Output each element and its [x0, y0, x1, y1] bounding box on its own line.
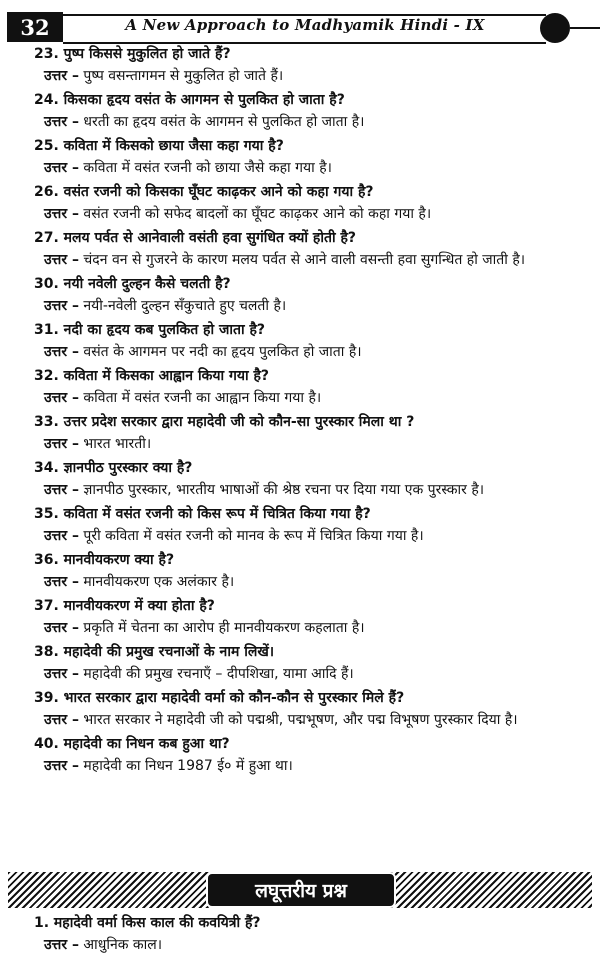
answer-label: उत्तर –: [44, 712, 79, 728]
answer-text: कविता में वसंत रजनी का आह्वान किया गया है।: [83, 390, 322, 406]
answer: [44, 436, 590, 452]
answer-text: पुष्प वसन्तागमन से मुकुलित हो जाते हैं।: [83, 68, 284, 84]
answer: [44, 344, 590, 360]
answer-label: उत्तर –: [44, 252, 79, 268]
answer: [44, 758, 590, 774]
answer-label: उत्तर –: [44, 482, 79, 498]
answer-label: उत्तर –: [44, 390, 79, 406]
answer-text: भारत सरकार ने महादेवी जी को पद्मश्री, पद्मभूषण, और पद्म विभूषण पुरस्कार दिया है।: [83, 712, 518, 728]
question: 30. नयी नवेली दुल्हन कैसे चलती है?: [34, 276, 231, 292]
answer-text: महादेवी का निधन 1987 ई० में हुआ था।: [83, 758, 293, 774]
answer-text: वसंत के आगमन पर नदी का हृदय पुलकित हो जाता है।: [83, 344, 362, 360]
book-title: A New Approach to Madhyamik Hindi - IX: [125, 16, 485, 34]
question: 1. महादेवी वर्मा किस काल की कवयित्री हैं?: [34, 915, 261, 931]
answer: [44, 206, 590, 222]
answer-text: ज्ञानपीठ पुरस्कार, भारतीय भाषाओं की श्रेष्ठ रचना पर दिया गया एक पुरस्कार है।: [83, 482, 485, 498]
answer: [44, 937, 590, 953]
answer-label: उत्तर –: [44, 620, 79, 636]
page-header: [0, 6, 600, 46]
answer: [44, 528, 590, 544]
answer-label: उत्तर –: [44, 937, 79, 953]
answer-text: चंदन वन से गुजरने के कारण मलय पर्वत से आने वाली वसन्ती हवा सुगन्धित हो जाती है।: [83, 252, 526, 268]
answer-text: भारत भारती।: [83, 436, 152, 452]
answer: [44, 666, 590, 682]
question: 33. उत्तर प्रदेश सरकार द्वारा महादेवी जी को कौन-सा पुरस्कार मिला था ?: [34, 414, 415, 430]
answer: [44, 712, 590, 728]
question: 27. मलय पर्वत से आनेवाली वसंती हवा सुगंधित क्यों होती है?: [34, 230, 357, 246]
answer: [44, 574, 590, 590]
question: 38. महादेवी की प्रमुख रचनाओं के नाम लिखें।: [34, 644, 275, 660]
answer-label: उत्तर –: [44, 68, 79, 84]
question: 36. मानवीयकरण क्या है?: [34, 552, 175, 568]
header-dot-line: [570, 27, 600, 29]
header-dot-ornament: [540, 13, 570, 43]
answer-label: उत्तर –: [44, 298, 79, 314]
answer-text: प्रकृति में चेतना का आरोप ही मानवीयकरण कहलाता है।: [83, 620, 365, 636]
answer-text: आधुनिक काल।: [83, 937, 163, 953]
answer-label: उत्तर –: [44, 758, 79, 774]
question: 24. किसका हृदय वसंत के आगमन से पुलकित हो जाता है?: [34, 92, 345, 108]
question: 39. भारत सरकार द्वारा महादेवी वर्मा को कौन-कौन से पुरस्कार मिले हैं?: [34, 690, 405, 706]
answer-text: धरती का हृदय वसंत के आगमन से पुलकित हो जाता है।: [83, 114, 365, 130]
answer: [44, 620, 590, 636]
question: 37. मानवीयकरण में क्या होता है?: [34, 598, 215, 614]
answer-label: उत्तर –: [44, 666, 79, 682]
question: 40. महादेवी का निधन कब हुआ था?: [34, 736, 230, 752]
question: 26. वसंत रजनी को किसका घूँघट काढ़कर आने को कहा गया है?: [34, 184, 374, 200]
answer-text: मानवीयकरण एक अलंकार है।: [83, 574, 235, 590]
answer-text: पूरी कविता में वसंत रजनी को मानव के रूप में चित्रित किया गया है।: [83, 528, 424, 544]
header-rule-bottom: [63, 42, 546, 44]
answer-label: उत्तर –: [44, 344, 79, 360]
answer: [44, 160, 590, 176]
answer-text: कविता में वसंत रजनी को छाया जैसे कहा गया है।: [83, 160, 332, 176]
question: 25. कविता में किसको छाया जैसा कहा गया है?: [34, 138, 284, 154]
short-answer-list: [34, 915, 590, 961]
answer: [44, 482, 590, 498]
question-answer-list: [34, 46, 590, 782]
question: 34. ज्ञानपीठ पुरस्कार क्या है?: [34, 460, 193, 476]
answer-text: महादेवी की प्रमुख रचनाएँ – दीपशिखा, यामा आदि हैं।: [83, 666, 354, 682]
question: 23. पुष्प किससे मुकुलित हो जाते हैं?: [34, 46, 231, 62]
question: 32. कविता में किसका आह्वान किया गया है?: [34, 368, 270, 384]
question: 35. कविता में वसंत रजनी को किस रूप में चित्रित किया गया है?: [34, 506, 371, 522]
answer-label: उत्तर –: [44, 528, 79, 544]
answer-label: उत्तर –: [44, 206, 79, 222]
answer: [44, 390, 590, 406]
answer-label: उत्तर –: [44, 114, 79, 130]
answer-text: वसंत रजनी को सफेद बादलों का घूँघट काढ़कर आने को कहा गया है।: [83, 206, 432, 222]
answer-label: उत्तर –: [44, 160, 79, 176]
answer-label: उत्तर –: [44, 436, 79, 452]
answer: [44, 114, 590, 130]
page-number: 32: [7, 12, 63, 42]
answer-label: उत्तर –: [44, 574, 79, 590]
answer: [44, 252, 590, 268]
answer: [44, 68, 590, 84]
question: 31. नदी का हृदय कब पुलकित हो जाता है?: [34, 322, 266, 338]
answer-text: नयी-नवेली दुल्हन सँकुचाते हुए चलती है।: [83, 298, 287, 314]
answer: [44, 298, 590, 314]
section-heading: लघूत्तरीय प्रश्न: [206, 872, 396, 908]
